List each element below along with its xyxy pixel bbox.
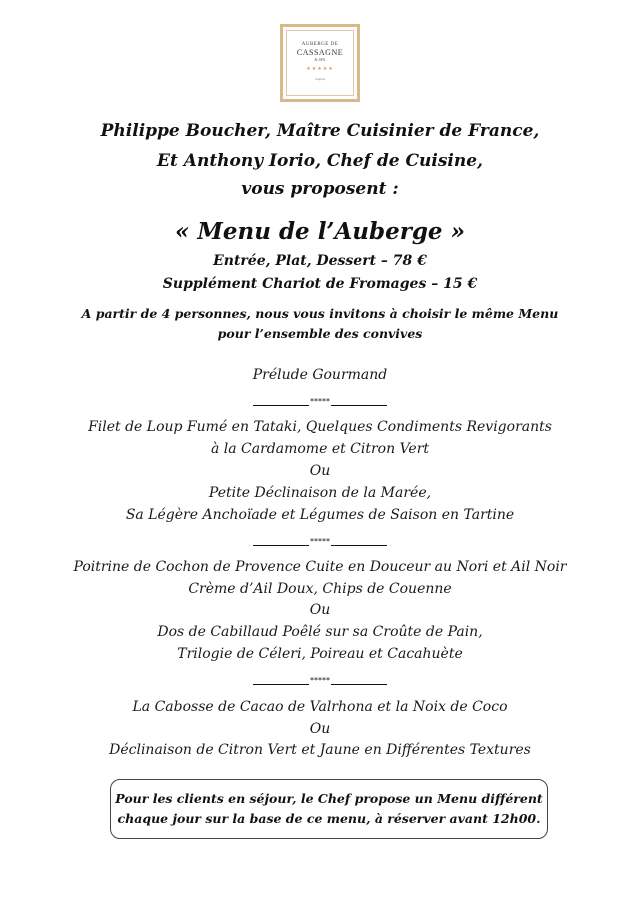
- starter-line: Petite Déclinaison de la Marée,: [208, 485, 432, 501]
- logo-text-name: CASSAGNE: [296, 48, 344, 57]
- hotel-guest-note-box: [110, 779, 548, 839]
- menu-title: « Menu de l’Auberge »: [175, 218, 465, 245]
- separator-line: [253, 397, 309, 406]
- separator-line: [253, 676, 309, 685]
- main-course-line: Trilogie de Céleri, Poireau et Cacahuète: [177, 646, 463, 662]
- logo-stars-icon: ★★★★★: [306, 66, 334, 72]
- main-course-line: Crème d’Ail Doux, Chips de Couenne: [188, 581, 452, 597]
- starter-line: Sa Légère Anchoïade et Légumes de Saison en Tartine: [125, 507, 515, 523]
- intro-line-1: Philippe Boucher, Maître Cuisinier de France,: [100, 121, 540, 141]
- intro-line-3: vous proposent :: [241, 179, 399, 199]
- starter-line: à la Cardamome et Citron Vert: [210, 441, 430, 457]
- logo-text-location: avignon: [315, 77, 325, 81]
- separator-line: [253, 537, 309, 546]
- menu-price: Entrée, Plat, Dessert – 78 €: [213, 253, 427, 269]
- group-note-line-1: A partir de 4 personnes, nous vous invitons à choisir le même Menu: [81, 306, 559, 321]
- hotel-guest-note-line-1: Pour les clients en séjour, le Chef propose un Menu différent: [115, 791, 543, 806]
- separator: [0, 396, 640, 406]
- logo-text-spa: & SPA: [314, 57, 326, 62]
- prelude-item: Prélude Gourmand: [252, 367, 388, 383]
- separator: [0, 675, 640, 685]
- main-course-line: Dos de Cabillaud Poêlé sur sa Croûte de Pain,: [157, 624, 483, 640]
- dessert-line: Déclinaison de Citron Vert et Jaune en Différentes Textures: [109, 742, 531, 758]
- separator-line: [331, 676, 387, 685]
- starter-line: Filet de Loup Fumé en Tataki, Quelques Condiments Revigorants: [88, 419, 552, 435]
- hotel-guest-note-line-2: chaque jour sur la base de ce menu, à réserver avant 12h00.: [117, 811, 541, 826]
- auberge-logo: [280, 24, 360, 102]
- or-separator: Ou: [309, 463, 331, 479]
- intro-line-2: Et Anthony Iorio, Chef de Cuisine,: [157, 151, 483, 171]
- separator-stars: *****: [310, 676, 330, 685]
- main-course-line: Poitrine de Cochon de Provence Cuite en Douceur au Nori et Ail Noir: [73, 559, 567, 575]
- group-note-line-2: pour l’ensemble des convives: [217, 326, 423, 341]
- separator-line: [331, 537, 387, 546]
- or-separator: Ou: [309, 721, 331, 737]
- separator-line: [331, 397, 387, 406]
- logo-text-line1: AUBERGE DE: [301, 42, 339, 47]
- or-separator: Ou: [309, 602, 331, 618]
- separator-stars: *****: [310, 537, 330, 546]
- separator-stars: *****: [310, 397, 330, 406]
- dessert-line: La Cabosse de Cacao de Valrhona et la Noix de Coco: [132, 699, 508, 715]
- logo-frame: [286, 30, 354, 96]
- separator: [0, 536, 640, 546]
- cheese-supplement-price: Supplément Chariot de Fromages – 15 €: [162, 276, 478, 292]
